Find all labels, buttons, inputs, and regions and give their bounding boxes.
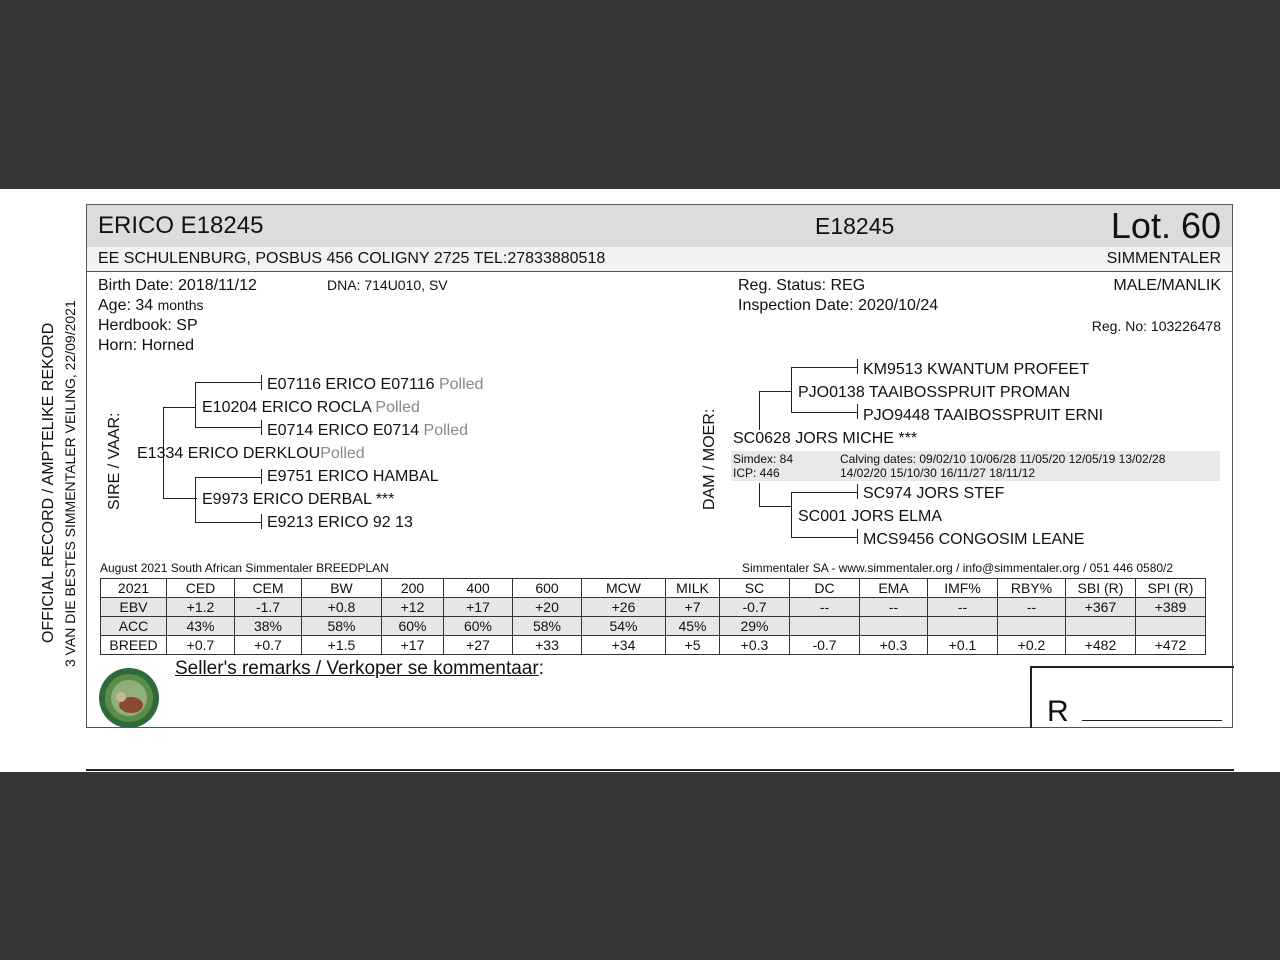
price-blank-line[interactable] xyxy=(1082,720,1222,721)
card-header xyxy=(87,205,1232,248)
icp: ICP: 446 xyxy=(733,466,780,480)
dam-sire: PJO0138 TAAIBOSSPRUIT PROMAN xyxy=(798,384,1071,401)
table-cell xyxy=(1136,617,1206,636)
table-cell: 60% xyxy=(444,617,513,636)
calving-dates: Calving dates: 09/02/10 10/06/28 11/05/20 12/05/19 13/02/28 xyxy=(840,452,1166,466)
table-cell xyxy=(1066,617,1136,636)
table-cell: +1.2 xyxy=(167,598,235,617)
official-record-side-text: OFFICIAL RECORD / AMPTELIKE REKORD xyxy=(40,322,57,643)
table-cell xyxy=(928,617,998,636)
table-cell: +33 xyxy=(513,636,582,655)
table-cell: 54% xyxy=(582,617,666,636)
table-cell: -- xyxy=(998,598,1066,617)
dam-sire-dam: PJO9448 TAAIBOSSPRUIT ERNI xyxy=(863,407,1104,424)
table-cell xyxy=(790,617,860,636)
sire-sire-sire xyxy=(267,376,483,394)
breeder-address: EE SCHULENBURG, POSBUS 456 COLIGNY 2725 TEL:27833880518 xyxy=(98,250,606,267)
herdbook: Herdbook: SP xyxy=(98,317,198,334)
dna-info: DNA: 714U010, SV xyxy=(327,277,448,293)
catalogue-sheet xyxy=(0,189,1280,772)
animal-name: ERICO E18245 xyxy=(98,212,264,239)
table-cell: EBV xyxy=(101,598,167,617)
table-cell: 60% xyxy=(382,617,444,636)
table-cell: +27 xyxy=(444,636,513,655)
calving-dates-continued: 14/02/20 15/10/30 16/11/27 18/11/12 xyxy=(840,466,1036,480)
table-cell: 29% xyxy=(720,617,790,636)
table-cell: +34 xyxy=(582,636,666,655)
sire-sire-dam-name: E0714 ERICO E0714 xyxy=(267,422,420,439)
table-cell: +26 xyxy=(582,598,666,617)
table-cell: +0.1 xyxy=(928,636,998,655)
dam-dam-sire: SC974 JORS STEF xyxy=(863,485,1005,502)
table-cell: BREED xyxy=(101,636,167,655)
table-cell: +12 xyxy=(382,598,444,617)
breedplan-caption: August 2021 South African Simmentaler BREEDPLAN xyxy=(100,561,389,575)
horn-status: Horn: Horned xyxy=(98,337,195,354)
dam-sire-sire: KM9513 KWANTUM PROFEET xyxy=(863,361,1090,378)
table-cell: 2021 xyxy=(101,579,167,598)
table-cell: -0.7 xyxy=(790,636,860,655)
table-cell: MILK xyxy=(666,579,720,598)
table-cell: +0.3 xyxy=(860,636,928,655)
age xyxy=(98,297,204,315)
breedplan-contact: Simmentaler SA - www.simmentaler.org / info@simmentaler.org / 051 446 0580/2 xyxy=(742,561,1174,575)
table-cell xyxy=(998,617,1066,636)
age-unit: months xyxy=(157,297,204,313)
table-cell: SBI (R) xyxy=(1066,579,1136,598)
table-cell: -- xyxy=(860,598,928,617)
sire-sire-dam xyxy=(267,422,468,440)
table-cell: SC xyxy=(720,579,790,598)
sire-label: SIRE / VAAR: xyxy=(106,412,123,510)
table-cell: -- xyxy=(790,598,860,617)
animal-card xyxy=(86,204,1233,728)
table-cell: IMF% xyxy=(928,579,998,598)
registration-number: Reg. No: 103226478 xyxy=(1091,318,1221,334)
sire-sire-sire-horn: Polled xyxy=(438,376,484,393)
birth-date: Birth Date: 2018/11/12 xyxy=(98,277,257,294)
sire-dam: E9973 ERICO DERBAL *** xyxy=(202,491,395,508)
breeder-bar xyxy=(87,247,1232,272)
sire-sire-name: E10204 ERICO ROCLA xyxy=(202,399,371,416)
table-row xyxy=(101,617,1206,636)
sire xyxy=(137,445,365,463)
table-cell: DC xyxy=(790,579,860,598)
table-cell xyxy=(860,617,928,636)
table-row xyxy=(101,636,1206,655)
table-cell: CEM xyxy=(235,579,302,598)
table-cell: +17 xyxy=(382,636,444,655)
table-cell: -0.7 xyxy=(720,598,790,617)
table-cell: EMA xyxy=(860,579,928,598)
sire-sire xyxy=(202,399,420,417)
breed-name: SIMMENTALER xyxy=(1106,250,1221,267)
table-cell: BW xyxy=(302,579,382,598)
table-cell: +0.7 xyxy=(235,636,302,655)
table-cell: +0.2 xyxy=(998,636,1066,655)
table-cell: +0.8 xyxy=(302,598,382,617)
table-cell: RBY% xyxy=(998,579,1066,598)
sex: MALE/MANLIK xyxy=(1113,277,1221,294)
table-cell: +20 xyxy=(513,598,582,617)
table-cell: +0.7 xyxy=(167,636,235,655)
dam-dam-dam: MCS9456 CONGOSIM LEANE xyxy=(863,531,1085,548)
reg-status: Reg. Status: REG xyxy=(738,277,866,294)
table-cell: 200 xyxy=(382,579,444,598)
ebv-table xyxy=(100,578,1206,655)
sire-sire-dam-horn: Polled xyxy=(423,422,469,439)
sire-sire-horn: Polled xyxy=(375,399,420,416)
sellers-remarks-label xyxy=(175,658,544,680)
animal-id: E18245 xyxy=(815,213,895,239)
table-cell: +7 xyxy=(666,598,720,617)
age-value: Age: 34 xyxy=(98,297,154,314)
dam: SC0628 JORS MICHE *** xyxy=(733,430,918,447)
dam-dam: SC001 JORS ELMA xyxy=(798,508,943,525)
table-cell: ACC xyxy=(101,617,167,636)
inspection-date: Inspection Date: 2020/10/24 xyxy=(738,297,939,314)
price-label: R xyxy=(1047,695,1069,728)
table-cell: +5 xyxy=(666,636,720,655)
table-cell: CED xyxy=(167,579,235,598)
table-cell: +1.5 xyxy=(302,636,382,655)
table-cell: 600 xyxy=(513,579,582,598)
sire-sire-sire-name: E07116 ERICO E07116 xyxy=(267,376,435,393)
table-header-row xyxy=(101,579,1206,598)
table-cell: MCW xyxy=(582,579,666,598)
lot-number: Lot. 60 xyxy=(1110,205,1221,246)
table-cell: +17 xyxy=(444,598,513,617)
table-cell: -1.7 xyxy=(235,598,302,617)
dam-label: DAM / MOER: xyxy=(701,408,718,510)
sire-dam-sire: E9751 ERICO HAMBAL xyxy=(267,468,439,485)
calving-info-panel xyxy=(731,451,1220,481)
table-cell: +472 xyxy=(1136,636,1206,655)
table-cell: 38% xyxy=(235,617,302,636)
table-cell: 58% xyxy=(513,617,582,636)
sellers-remarks-colon: : xyxy=(538,658,544,679)
table-cell: SPI (R) xyxy=(1136,579,1206,598)
table-cell: +482 xyxy=(1066,636,1136,655)
sire-horn: Polled xyxy=(320,445,365,462)
table-cell: 58% xyxy=(302,617,382,636)
table-cell: 45% xyxy=(666,617,720,636)
table-cell: +389 xyxy=(1136,598,1206,617)
simdex: Simdex: 84 xyxy=(733,452,794,466)
sellers-remarks-text: Seller's remarks / Verkoper se kommentaar xyxy=(175,658,539,679)
simmentaler-logo xyxy=(97,667,161,729)
auction-side-text: 3 VAN DIE BESTES SIMMENTALER VEILING, 22/09/2021 xyxy=(62,300,78,667)
table-row xyxy=(101,598,1206,617)
table-cell: +367 xyxy=(1066,598,1136,617)
table-cell: -- xyxy=(928,598,998,617)
table-cell: 400 xyxy=(444,579,513,598)
table-cell: 43% xyxy=(167,617,235,636)
table-cell: +0.3 xyxy=(720,636,790,655)
sire-dam-dam: E9213 ERICO 92 13 xyxy=(267,514,413,531)
sire-name: E1334 ERICO DERKLOU xyxy=(137,445,321,462)
